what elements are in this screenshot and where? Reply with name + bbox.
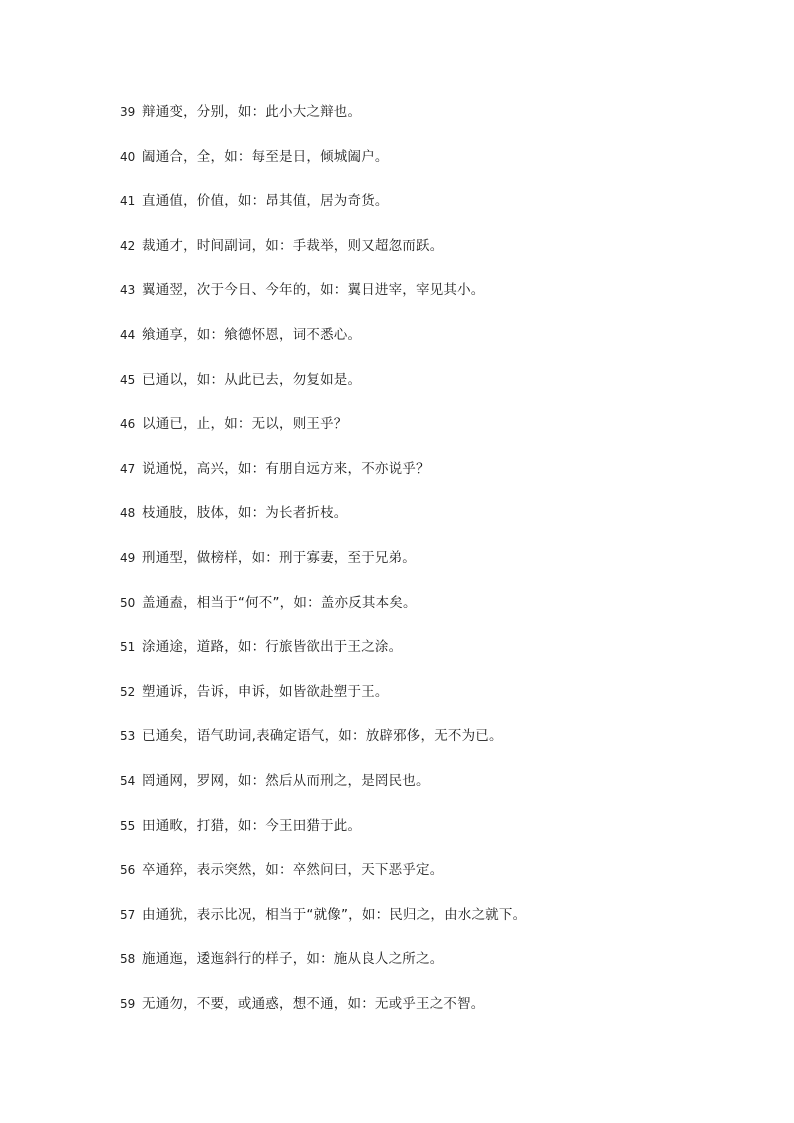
list-item: [120, 859, 760, 904]
entry-text: 说通悦，高兴，如：有朋自远方来，不亦说乎？: [142, 460, 430, 477]
list-item: [120, 636, 760, 681]
entry-number: 43: [120, 283, 136, 298]
entry-number: 49: [120, 550, 136, 565]
entry-number: 45: [120, 372, 136, 387]
entry-number: 58: [120, 952, 136, 967]
entry-number: 50: [120, 595, 136, 610]
list-item: [120, 458, 760, 503]
entry-text: 由通犹，表示比况，相当于“就像”，如：民归之，由水之就下。: [142, 906, 527, 923]
list-item: [120, 592, 760, 637]
list-item: [120, 101, 760, 146]
list-item: [120, 948, 760, 993]
list-item: [120, 681, 760, 726]
entry-text: 盖通盍，相当于“何不”，如：盖亦反其本矣。: [142, 594, 417, 611]
entry-text: 阖通合，全，如：每至是日，倾城阖户。: [142, 148, 389, 165]
list-item: [120, 279, 760, 324]
entry-number: 46: [120, 417, 136, 432]
entry-text: 直通值，价值，如：昂其值，居为奇货。: [142, 193, 389, 210]
entry-text: 枝通肢，肢体，如：为长者折枝。: [142, 505, 348, 522]
entry-number: 44: [120, 327, 136, 342]
entry-text: 裁通才，时间副词，如：手裁举，则又超忽而跃。: [142, 237, 444, 254]
entry-number: 41: [120, 194, 136, 209]
list-item: [120, 502, 760, 547]
entry-text: 翼通翌，次于今日、今年的，如：翼日进宰，宰见其小。: [142, 282, 485, 299]
entry-text: 已通矣，语气助词,表确定语气，如：放辟邪侈，无不为已。: [142, 728, 503, 745]
list-item: [120, 369, 760, 414]
entry-list: [120, 101, 760, 1037]
entry-text: 以通已，止，如：无以，则王乎？: [142, 416, 348, 433]
entry-text: 卒通猝，表示突然，如：卒然问曰，天下恶乎定。: [142, 862, 444, 879]
list-item: [120, 235, 760, 280]
list-item: [120, 993, 760, 1038]
list-item: [120, 190, 760, 235]
entry-text: 已通以，如：从此已去，勿复如是。: [142, 371, 362, 388]
entry-text: 飨通享，如：飨德怀恩，词不悉心。: [142, 326, 362, 343]
entry-text: 施通迤，逶迤斜行的样子，如：施从良人之所之。: [142, 951, 444, 968]
list-item: [120, 547, 760, 592]
list-item: [120, 770, 760, 815]
entry-number: 53: [120, 729, 136, 744]
entry-number: 56: [120, 863, 136, 878]
entry-number: 59: [120, 996, 136, 1011]
list-item: [120, 904, 760, 949]
entry-text: 无通勿，不要，或通惑，想不通，如：无或乎王之不智。: [142, 995, 485, 1012]
entry-number: 48: [120, 506, 136, 521]
entry-number: 42: [120, 238, 136, 253]
entry-number: 52: [120, 684, 136, 699]
entry-text: 涂通途，道路，如：行旅皆欲出于王之涂。: [142, 639, 403, 656]
entry-number: 51: [120, 640, 136, 655]
entry-number: 55: [120, 818, 136, 833]
entry-number: 47: [120, 461, 136, 476]
entry-number: 54: [120, 773, 136, 788]
entry-number: 39: [120, 105, 136, 119]
list-item: [120, 146, 760, 191]
entry-text: 刑通型，做榜样，如：刑于寡妻，至于兄弟。: [142, 549, 416, 566]
entry-text: 辩通变，分别，如：此小大之辩也。: [142, 104, 362, 120]
entry-text: 田通畋，打猎，如：今王田猎于此。: [142, 817, 362, 834]
entry-text: 塑通诉，告诉，申诉，如皆欲赴塑于王。: [142, 683, 389, 700]
list-item: [120, 725, 760, 770]
list-item: [120, 413, 760, 458]
entry-text: 罔通网，罗网，如：然后从而刑之，是罔民也。: [142, 772, 430, 789]
list-item: [120, 815, 760, 860]
entry-number: 40: [120, 149, 136, 164]
entry-number: 57: [120, 907, 136, 922]
list-item: [120, 324, 760, 369]
